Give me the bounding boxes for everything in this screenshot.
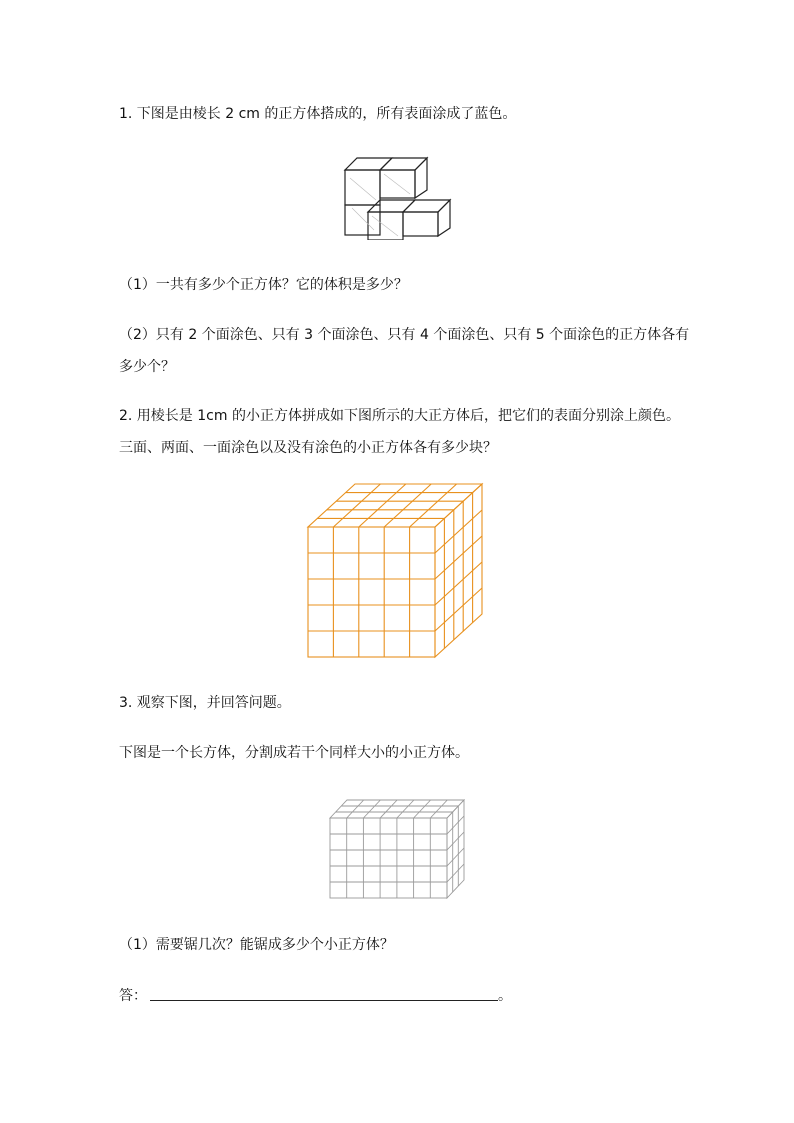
question-3-description: 下图是一个长方体，分割成若干个同样大小的小正方体。 xyxy=(119,745,469,761)
answer-end-punctuation: 。 xyxy=(498,988,512,1004)
figure-gray-cuboid xyxy=(325,795,470,903)
cube-top-face xyxy=(345,158,392,170)
figure-cube-stack xyxy=(340,148,455,240)
question-1-sub-1: （1）一共有多少个正方体？它的体积是多少？ xyxy=(119,277,408,293)
question-1-sub-2-line-2: 多少个？ xyxy=(119,359,175,375)
cube-top-face xyxy=(368,200,415,212)
answer-label: 答： xyxy=(119,988,147,1004)
cube-front-face xyxy=(345,205,380,235)
question-2-line-1: 2. 用棱长是 1cm 的小正方体拼成如下图所示的大正方体后，把它们的表面分别涂上颜色。 xyxy=(119,408,680,424)
cube-side-face xyxy=(438,200,450,236)
answer-blank-line[interactable] xyxy=(150,1000,498,1001)
cube-top-face xyxy=(403,200,450,212)
question-1-title: 1. 下图是由棱长 2 cm 的正方体搭成的，所有表面涂成了蓝色。 xyxy=(119,106,517,122)
question-2-line-2: 三面、两面、一面涂色以及没有涂色的小正方体各有多少块？ xyxy=(119,440,497,456)
cube-side-face xyxy=(415,158,427,198)
question-3-title: 3. 观察下图，并回答问题。 xyxy=(119,695,291,711)
question-1-sub-2-line-1: （2）只有 2 个面涂色、只有 3 个面涂色、只有 4 个面涂色、只有 5 个面涂色的正方体各有 xyxy=(119,327,690,343)
cube-top-face xyxy=(380,158,427,170)
question-3-sub-1: （1）需要锯几次？能锯成多少个小正方体？ xyxy=(119,937,394,953)
figure-orange-cube xyxy=(300,478,490,664)
cube-front-face xyxy=(345,170,380,205)
cube-front-face xyxy=(403,212,438,236)
